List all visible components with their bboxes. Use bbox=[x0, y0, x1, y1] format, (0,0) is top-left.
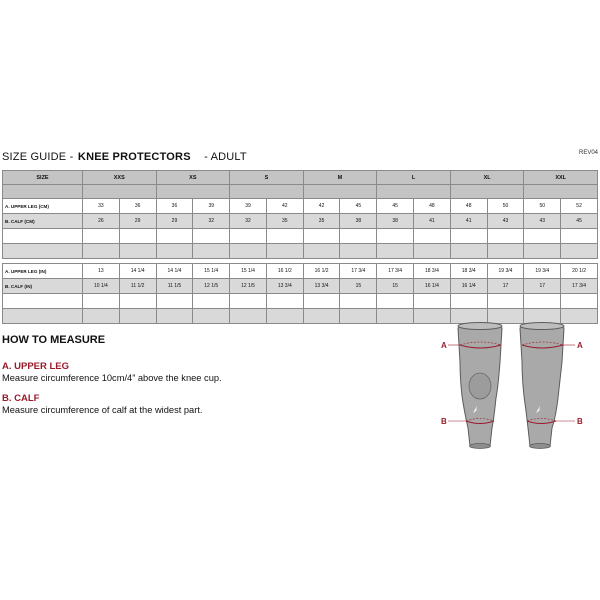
calf-title: B. CALF bbox=[2, 393, 40, 404]
upper-leg-description: Measure circumference 10cm/4” above the knee cup. bbox=[2, 373, 222, 383]
cell: 16 1/4 bbox=[450, 279, 487, 294]
cell: 26 bbox=[83, 214, 120, 229]
size-l: L bbox=[377, 171, 451, 185]
marker-b-right: B bbox=[577, 417, 583, 426]
upper-leg-title: A. UPPER LEG bbox=[2, 361, 70, 372]
cell: 35 bbox=[266, 214, 303, 229]
row-label-upper-leg-in: A. UPPER LEG (IN) bbox=[3, 264, 83, 279]
size-xxl: XXL bbox=[524, 171, 598, 185]
cell: 41 bbox=[450, 214, 487, 229]
cell: 12 1/5 bbox=[230, 279, 267, 294]
cell: 16 1/4 bbox=[414, 279, 451, 294]
spacer-header-row bbox=[3, 185, 598, 199]
row-label-calf-cm: B. CALF (CM) bbox=[3, 214, 83, 229]
knee-measurement-diagram bbox=[440, 318, 600, 478]
marker-a-left: A bbox=[441, 341, 447, 350]
size-xxs: XXS bbox=[83, 171, 157, 185]
size-m: M bbox=[303, 171, 377, 185]
size-s: S bbox=[230, 171, 304, 185]
marker-a-right: A bbox=[577, 341, 583, 350]
cell: 48 bbox=[450, 199, 487, 214]
cell: 10 1/4 bbox=[83, 279, 120, 294]
cell: 15 bbox=[340, 279, 377, 294]
size-xl: XL bbox=[450, 171, 524, 185]
cell: 41 bbox=[414, 214, 451, 229]
cell: 14 1/4 bbox=[119, 264, 156, 279]
title-prefix: SIZE GUIDE - bbox=[2, 151, 74, 163]
table-row bbox=[3, 214, 598, 229]
cell: 45 bbox=[377, 199, 414, 214]
cell: 43 bbox=[487, 214, 524, 229]
cell: 15 1/4 bbox=[230, 264, 267, 279]
size-xs: XS bbox=[156, 171, 230, 185]
cell: 11 1/2 bbox=[119, 279, 156, 294]
size-guide-title bbox=[2, 147, 598, 163]
cell: 43 bbox=[524, 214, 561, 229]
table-row-empty bbox=[3, 229, 598, 244]
how-to-measure-heading: HOW TO MEASURE bbox=[2, 334, 106, 346]
cell: 35 bbox=[303, 214, 340, 229]
cell: 39 bbox=[230, 199, 267, 214]
row-label-upper-leg-cm: A. UPPER LEG (CM) bbox=[3, 199, 83, 214]
table-row bbox=[3, 264, 598, 279]
cell: 50 bbox=[524, 199, 561, 214]
revision-label: REV04 bbox=[578, 150, 598, 156]
cell: 12 1/5 bbox=[193, 279, 230, 294]
cell: 17 3/4 bbox=[377, 264, 414, 279]
cell: 38 bbox=[377, 214, 414, 229]
table-row-empty bbox=[3, 244, 598, 259]
size-header-cell: SIZE bbox=[3, 171, 83, 185]
cell: 36 bbox=[156, 199, 193, 214]
table-row-empty bbox=[3, 294, 598, 309]
marker-b-left: B bbox=[441, 417, 447, 426]
cell: 17 bbox=[487, 279, 524, 294]
table-row bbox=[3, 279, 598, 294]
title-suffix: - ADULT bbox=[204, 151, 247, 163]
cell: 32 bbox=[193, 214, 230, 229]
cell: 29 bbox=[119, 214, 156, 229]
cell: 15 bbox=[377, 279, 414, 294]
cell: 29 bbox=[156, 214, 193, 229]
cell: 13 3/4 bbox=[303, 279, 340, 294]
size-table bbox=[2, 170, 598, 324]
cell: 52 bbox=[561, 199, 598, 214]
knee-sleeve-front bbox=[458, 323, 502, 449]
cell: 50 bbox=[487, 199, 524, 214]
calf-description: Measure circumference of calf at the widest part. bbox=[2, 405, 203, 415]
cell: 16 1/2 bbox=[303, 264, 340, 279]
size-header-row bbox=[3, 171, 598, 185]
cell: 45 bbox=[561, 214, 598, 229]
knee-sleeve-back bbox=[520, 323, 564, 449]
title-product: KNEE PROTECTORS bbox=[77, 151, 191, 163]
cell: 32 bbox=[230, 214, 267, 229]
cell: 45 bbox=[340, 199, 377, 214]
cell: 38 bbox=[340, 214, 377, 229]
cell: 18 3/4 bbox=[414, 264, 451, 279]
cell: 20 1/2 bbox=[561, 264, 598, 279]
cell: 42 bbox=[303, 199, 340, 214]
row-label-calf-in: B. CALF (IN) bbox=[3, 279, 83, 294]
cell: 17 3/4 bbox=[340, 264, 377, 279]
cell: 15 1/4 bbox=[193, 264, 230, 279]
cell: 16 1/2 bbox=[266, 264, 303, 279]
cell: 17 3/4 bbox=[561, 279, 598, 294]
cell: 39 bbox=[193, 199, 230, 214]
cell: 17 bbox=[524, 279, 561, 294]
cell: 13 bbox=[83, 264, 120, 279]
cell: 14 1/4 bbox=[156, 264, 193, 279]
cell: 33 bbox=[83, 199, 120, 214]
cell: 11 1/5 bbox=[156, 279, 193, 294]
cell: 42 bbox=[266, 199, 303, 214]
cell: 19 3/4 bbox=[487, 264, 524, 279]
cell: 36 bbox=[119, 199, 156, 214]
cell: 18 3/4 bbox=[450, 264, 487, 279]
cell: 19 3/4 bbox=[524, 264, 561, 279]
cell: 48 bbox=[414, 199, 451, 214]
cell: 13 3/4 bbox=[266, 279, 303, 294]
table-row bbox=[3, 199, 598, 214]
